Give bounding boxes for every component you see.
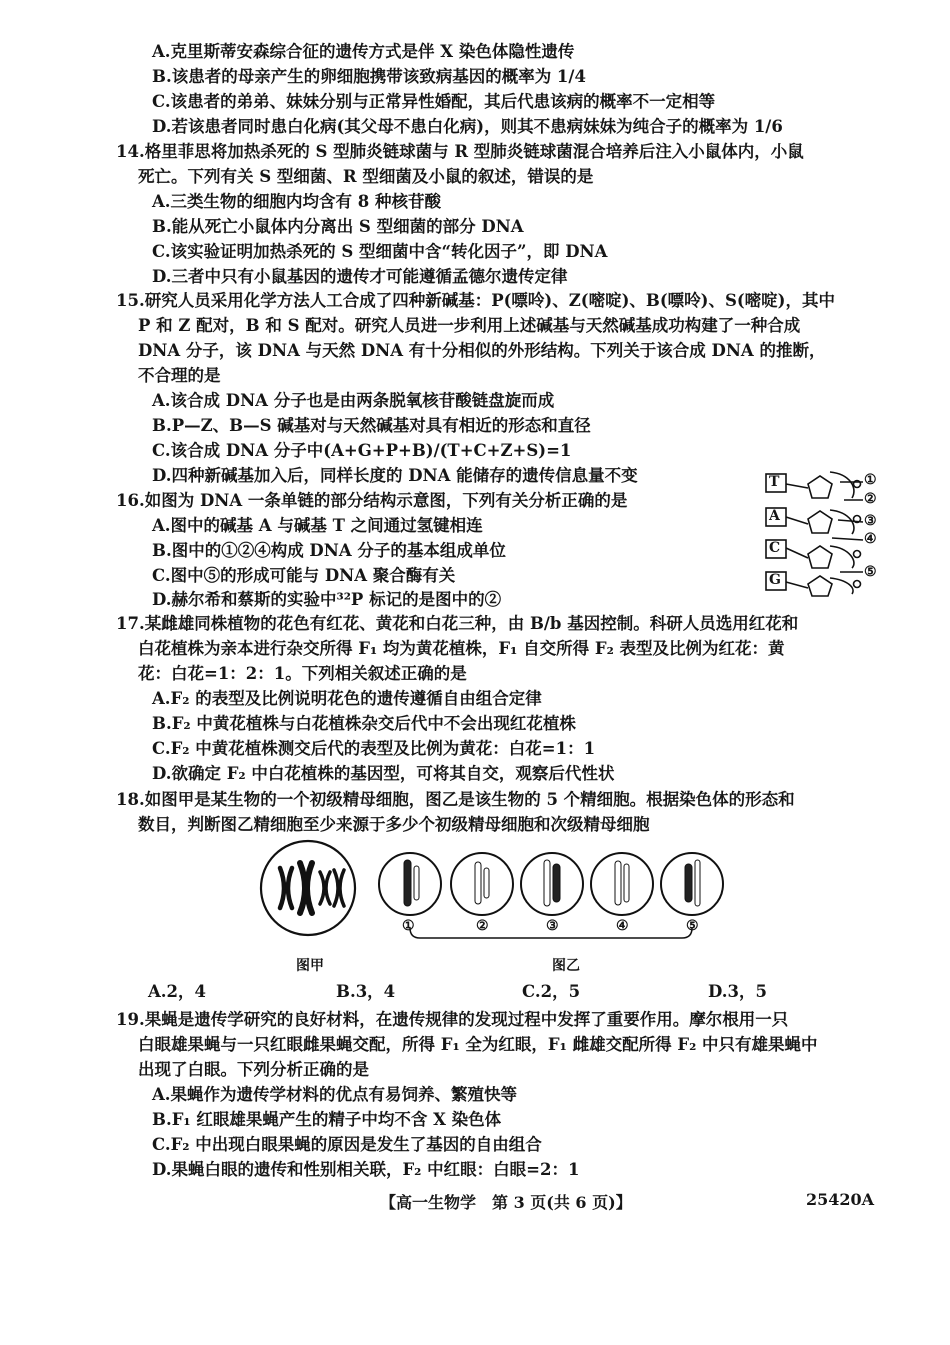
q13-option-b: B.该患者的母亲产生的卵细胞携带该致病基因的概率为 1/4 (152, 67, 586, 86)
figure-b-caption: 图乙 (552, 958, 580, 974)
base-label-c: C (769, 540, 781, 556)
cell-label-4: ④ (616, 918, 629, 934)
mark-1: ① (864, 472, 877, 488)
mark-3: ③ (864, 513, 877, 529)
q16-option-b: B.图中的①②④构成 DNA 分子的基本组成单位 (152, 541, 506, 560)
q19-stem-line3: 出现了白眼。下列分析正确的是 (138, 1060, 369, 1079)
q13-option-a: A.克里斯蒂安森综合征的遗传方式是伴 X 染色体隐性遗传 (152, 42, 575, 61)
sugar-2 (808, 511, 832, 533)
q15-stem-line4: 不合理的是 (138, 366, 221, 385)
q13-option-c: C.该患者的弟弟、妹妹分别与正常异性婚配，其后代患该病的概率不一定相等 (152, 92, 716, 111)
cell-label-5: ⑤ (686, 918, 699, 934)
mark-4: ④ (864, 531, 877, 547)
q18-option-c: C.2，5 (522, 982, 581, 1001)
q19-option-d: D.果蝇白眼的遗传和性别相关联，F₂ 中红眼：白眼=2：1 (152, 1160, 580, 1179)
q15-option-d: D.四种新碱基加入后，同样长度的 DNA 能储存的遗传信息量不变 (152, 466, 638, 485)
q18-stem-line1: 18.如图甲是某生物的一个初级精母细胞，图乙是该生物的 5 个精细胞。根据染色体的形态和 (116, 790, 795, 809)
q14-option-c: C.该实验证明加热杀死的 S 型细菌中含“转化因子”，即 DNA (152, 242, 608, 261)
q19-option-b: B.F₁ 红眼雄果蝇产生的精子中均不含 X 染色体 (152, 1110, 502, 1129)
base-label-a: A (769, 508, 780, 524)
q18-option-d: D.3，5 (708, 982, 767, 1001)
q17-option-c: C.F₂ 中黄花植株测交后代的表型及比例为黄花：白花=1：1 (152, 739, 596, 758)
page-footer: 【高一生物学 第 3 页(共 6 页)】 (380, 1193, 632, 1212)
q19-option-a: A.果蝇作为遗传学材料的优点有易饲养、繁殖快等 (152, 1085, 518, 1104)
q15-option-b: B.P—Z、B—S 碱基对与天然碱基对具有相近的形态和直径 (152, 416, 591, 435)
q17-stem-line3: 花：白花=1：2：1。下列相关叙述正确的是 (138, 664, 467, 683)
q16-stem: 16.如图为 DNA 一条单链的部分结构示意图，下列有关分析正确的是 (116, 491, 628, 510)
figure-a-caption: 图甲 (296, 958, 324, 974)
mark-2: ② (864, 491, 877, 507)
q14-option-b: B.能从死亡小鼠体内分离出 S 型细菌的部分 DNA (152, 217, 524, 236)
cell-label-3: ③ (546, 918, 559, 934)
q15-stem-line2: P 和 Z 配对，B 和 S 配对。研究人员进一步利用上述碱基与天然碱基成功构建了一种合成 (138, 316, 801, 335)
q19-stem-line1: 19.果蝇是遗传学研究的良好材料，在遗传规律的发现过程中发挥了重要作用。摩尔根用一只 (116, 1010, 789, 1029)
q15-stem-line1: 15.研究人员采用化学方法人工合成了四种新碱基：P(嘌呤)、Z(嘧啶)、B(嘌呤)、S(嘧啶)，其中 (116, 291, 835, 310)
base-label-g: G (769, 572, 781, 588)
q13-option-d: D.若该患者同时患白化病(其父母不患白化病)，则其不患病妹妹为纯合子的概率为 1/6 (152, 117, 783, 136)
base-label-t: T (769, 474, 780, 490)
mark-5: ⑤ (864, 564, 877, 580)
q14-stem-line2: 死亡。下列有关 S 型细菌、R 型细菌及小鼠的叙述，错误的是 (138, 167, 594, 186)
q14-option-d: D.三者中只有小鼠基因的遗传才可能遵循孟德尔遗传定律 (152, 267, 568, 286)
q14-option-a: A.三类生物的细胞内均含有 8 种核苷酸 (152, 192, 442, 211)
q15-option-a: A.该合成 DNA 分子也是由两条脱氧核苷酸链盘旋而成 (152, 391, 555, 410)
q15-option-c: C.该合成 DNA 分子中(A+G+P+B)/(T+C+Z+S)=1 (152, 441, 572, 460)
figure-a-primary-spermatocyte (258, 838, 358, 938)
q18-option-b: B.3，4 (336, 982, 396, 1001)
q18-option-a: A.2，4 (148, 982, 207, 1001)
q17-option-b: B.F₂ 中黄花植株与白花植株杂交后代中不会出现红花植株 (152, 714, 576, 733)
q14-stem-line1: 14.格里菲思将加热杀死的 S 型肺炎链球菌与 R 型肺炎链球菌混合培养后注入小鼠体内，小鼠 (116, 142, 804, 161)
q16-option-d: D.赫尔希和蔡斯的实验中³²P 标记的是图中的② (152, 590, 502, 609)
q15-stem-line3: DNA 分子，该 DNA 与天然 DNA 有十分相似的外形结构。下列关于该合成 DNA 的推断， (138, 341, 826, 360)
q18-stem-line2: 数目，判断图乙精细胞至少来源于多少个初级精母细胞和次级精母细胞 (138, 815, 650, 834)
q17-option-a: A.F₂ 的表型及比例说明花色的遗传遵循自由组合定律 (152, 689, 542, 708)
sugar-1 (808, 476, 832, 498)
sugar-3 (808, 546, 832, 568)
q19-option-c: C.F₂ 中出现白眼果蝇的原因是发生了基因的自由组合 (152, 1135, 542, 1154)
q16-option-c: C.图中⑤的形成可能与 DNA 聚合酶有关 (152, 566, 456, 585)
sugar-4 (808, 576, 832, 596)
q19-stem-line2: 白眼雄果蝇与一只红眼雌果蝇交配，所得 F₁ 全为红眼，F₁ 雌雄交配所得 F₂ 中只有雄果蝇中 (138, 1035, 818, 1054)
q17-stem-line2: 白花植株为亲本进行杂交所得 F₁ 均为黄花植株，F₁ 自交所得 F₂ 表型及比例为红花：黄 (138, 639, 785, 658)
q16-option-a: A.图中的碱基 A 与碱基 T 之间通过氢键相连 (152, 516, 483, 535)
q17-stem-line1: 17.某雌雄同株植物的花色有红花、黄花和白花三种，由 B/b 基因控制。科研人员选用红花和 (116, 614, 799, 633)
cell-label-1: ① (402, 918, 415, 934)
exam-code: 25420A (806, 1190, 875, 1209)
cell-label-2: ② (476, 918, 489, 934)
q17-option-d: D.欲确定 F₂ 中白花植株的基因型，可将其自交，观察后代性状 (152, 764, 615, 783)
